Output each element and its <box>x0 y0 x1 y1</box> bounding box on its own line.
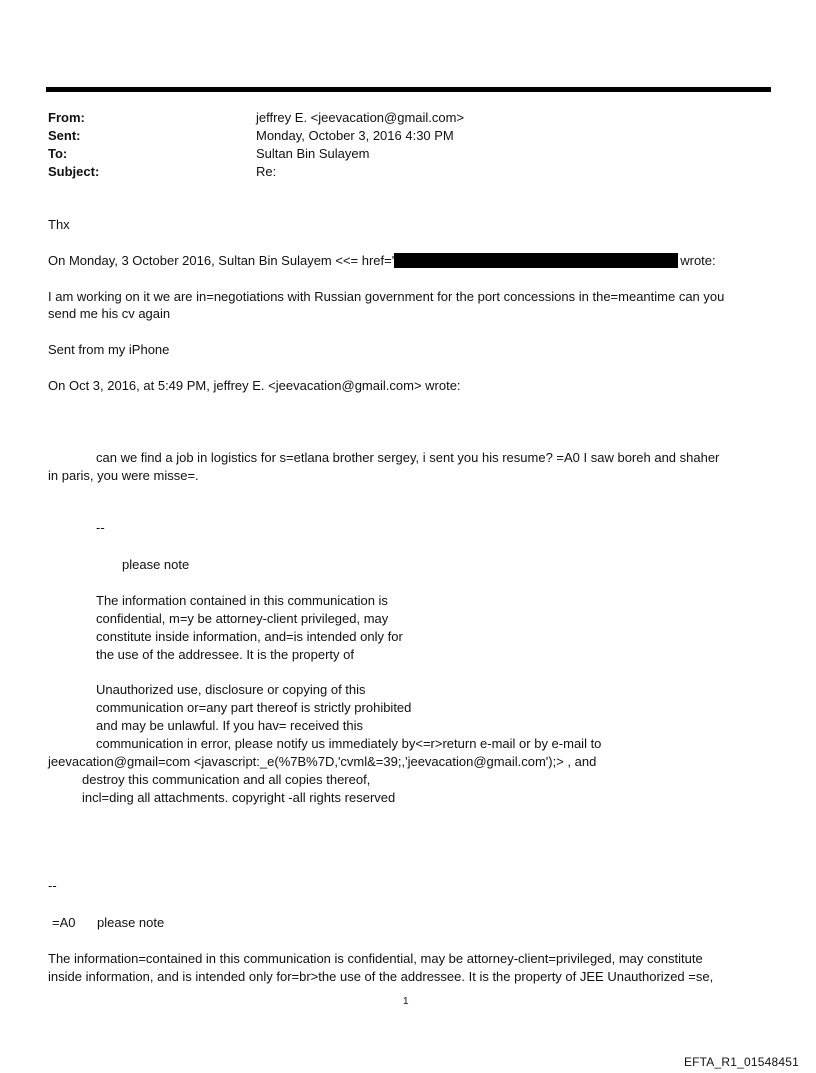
disclaimer-line: Unauthorized use, disclosure or copying of this <box>96 682 366 697</box>
paragraph-2-line-1: can we find a job in logistics for s=etlana brother sergey, i sent you his resume? =A0 I saw boreh and shaher <box>96 450 720 465</box>
disclaimer-line: communication or=any part thereof is strictly prohibited <box>96 700 412 715</box>
quote-header-1-prefix: On Monday, 3 October 2016, Sultan Bin Sulayem <<= href=' <box>48 253 395 268</box>
quote-header-2: On Oct 3, 2016, at 5:49 PM, jeffrey E. <jeevacation@gmail.com> wrote: <box>48 378 461 393</box>
signature-separator: -- <box>96 520 105 535</box>
header-rule <box>46 87 771 92</box>
final-paragraph-line-1: The information=contained in this communication is confidential, may be attorney-client=privileged, may constitute <box>48 951 703 966</box>
from-label: From: <box>48 110 85 125</box>
sent-label: Sent: <box>48 128 81 143</box>
quote-header-1-suffix: wrote: <box>680 253 716 268</box>
disclaimer-line: destroy this communication and all copies thereof, <box>82 772 371 787</box>
from-value: jeffrey E. <jeevacation@gmail.com> <box>256 110 465 125</box>
final-paragraph-line-2: inside information, and is intended only for=br>the use of the addressee. It is the property of JEE Unauthorized =se, <box>48 969 714 984</box>
disclaimer-line: incl=ding all attachments. copyright -all rights reserved <box>82 790 396 805</box>
subject-value: Re: <box>256 164 277 179</box>
encoded-nbsp: =A0 <box>52 915 76 930</box>
please-note-label: please note <box>122 557 190 572</box>
sent-value: Monday, October 3, 2016 4:30 PM <box>256 128 454 143</box>
disclaimer-line: the use of the addressee. It is the property of <box>96 647 354 662</box>
paragraph-2-line-2: in paris, you were misse=. <box>48 468 199 483</box>
disclaimer-line: constitute inside information, and=is intended only for <box>96 629 403 644</box>
paragraph-1-line-1: I am working on it we are in=negotiations with Russian government for the port concessions in the=meantime can you <box>48 289 725 304</box>
signature-separator-2: -- <box>48 878 57 893</box>
reply-text: Thx <box>48 217 70 232</box>
redaction-bar <box>394 253 678 268</box>
to-label: To: <box>48 146 68 161</box>
quote-header-1 <box>48 252 716 270</box>
disclaimer-line: communication in error, please notify us immediately by<=r>return e-mail or by e-mail to <box>96 736 602 751</box>
disclaimer-line: confidential, m=y be attorney-client privileged, may <box>96 611 389 626</box>
disclaimer-line: and may be unlawful. If you hav= received this <box>96 718 364 733</box>
disclaimer-line: The information contained in this communication is <box>96 593 388 608</box>
please-note-label-2: please note <box>97 915 165 930</box>
paragraph-1-line-2: send me his cv again <box>48 306 171 321</box>
to-value: Sultan Bin Sulayem <box>256 146 370 161</box>
disclaimer-line: jeevacation@gmail=com <javascript:_e(%7B%7D,'cvml&=39;,'jeevacation@gmail.com');> , and <box>48 754 597 769</box>
document-id: EFTA_R1_01548451 <box>683 1055 799 1069</box>
subject-label: Subject: <box>48 164 100 179</box>
page-number: 1 <box>403 996 409 1007</box>
sent-from-line: Sent from my iPhone <box>48 342 170 357</box>
